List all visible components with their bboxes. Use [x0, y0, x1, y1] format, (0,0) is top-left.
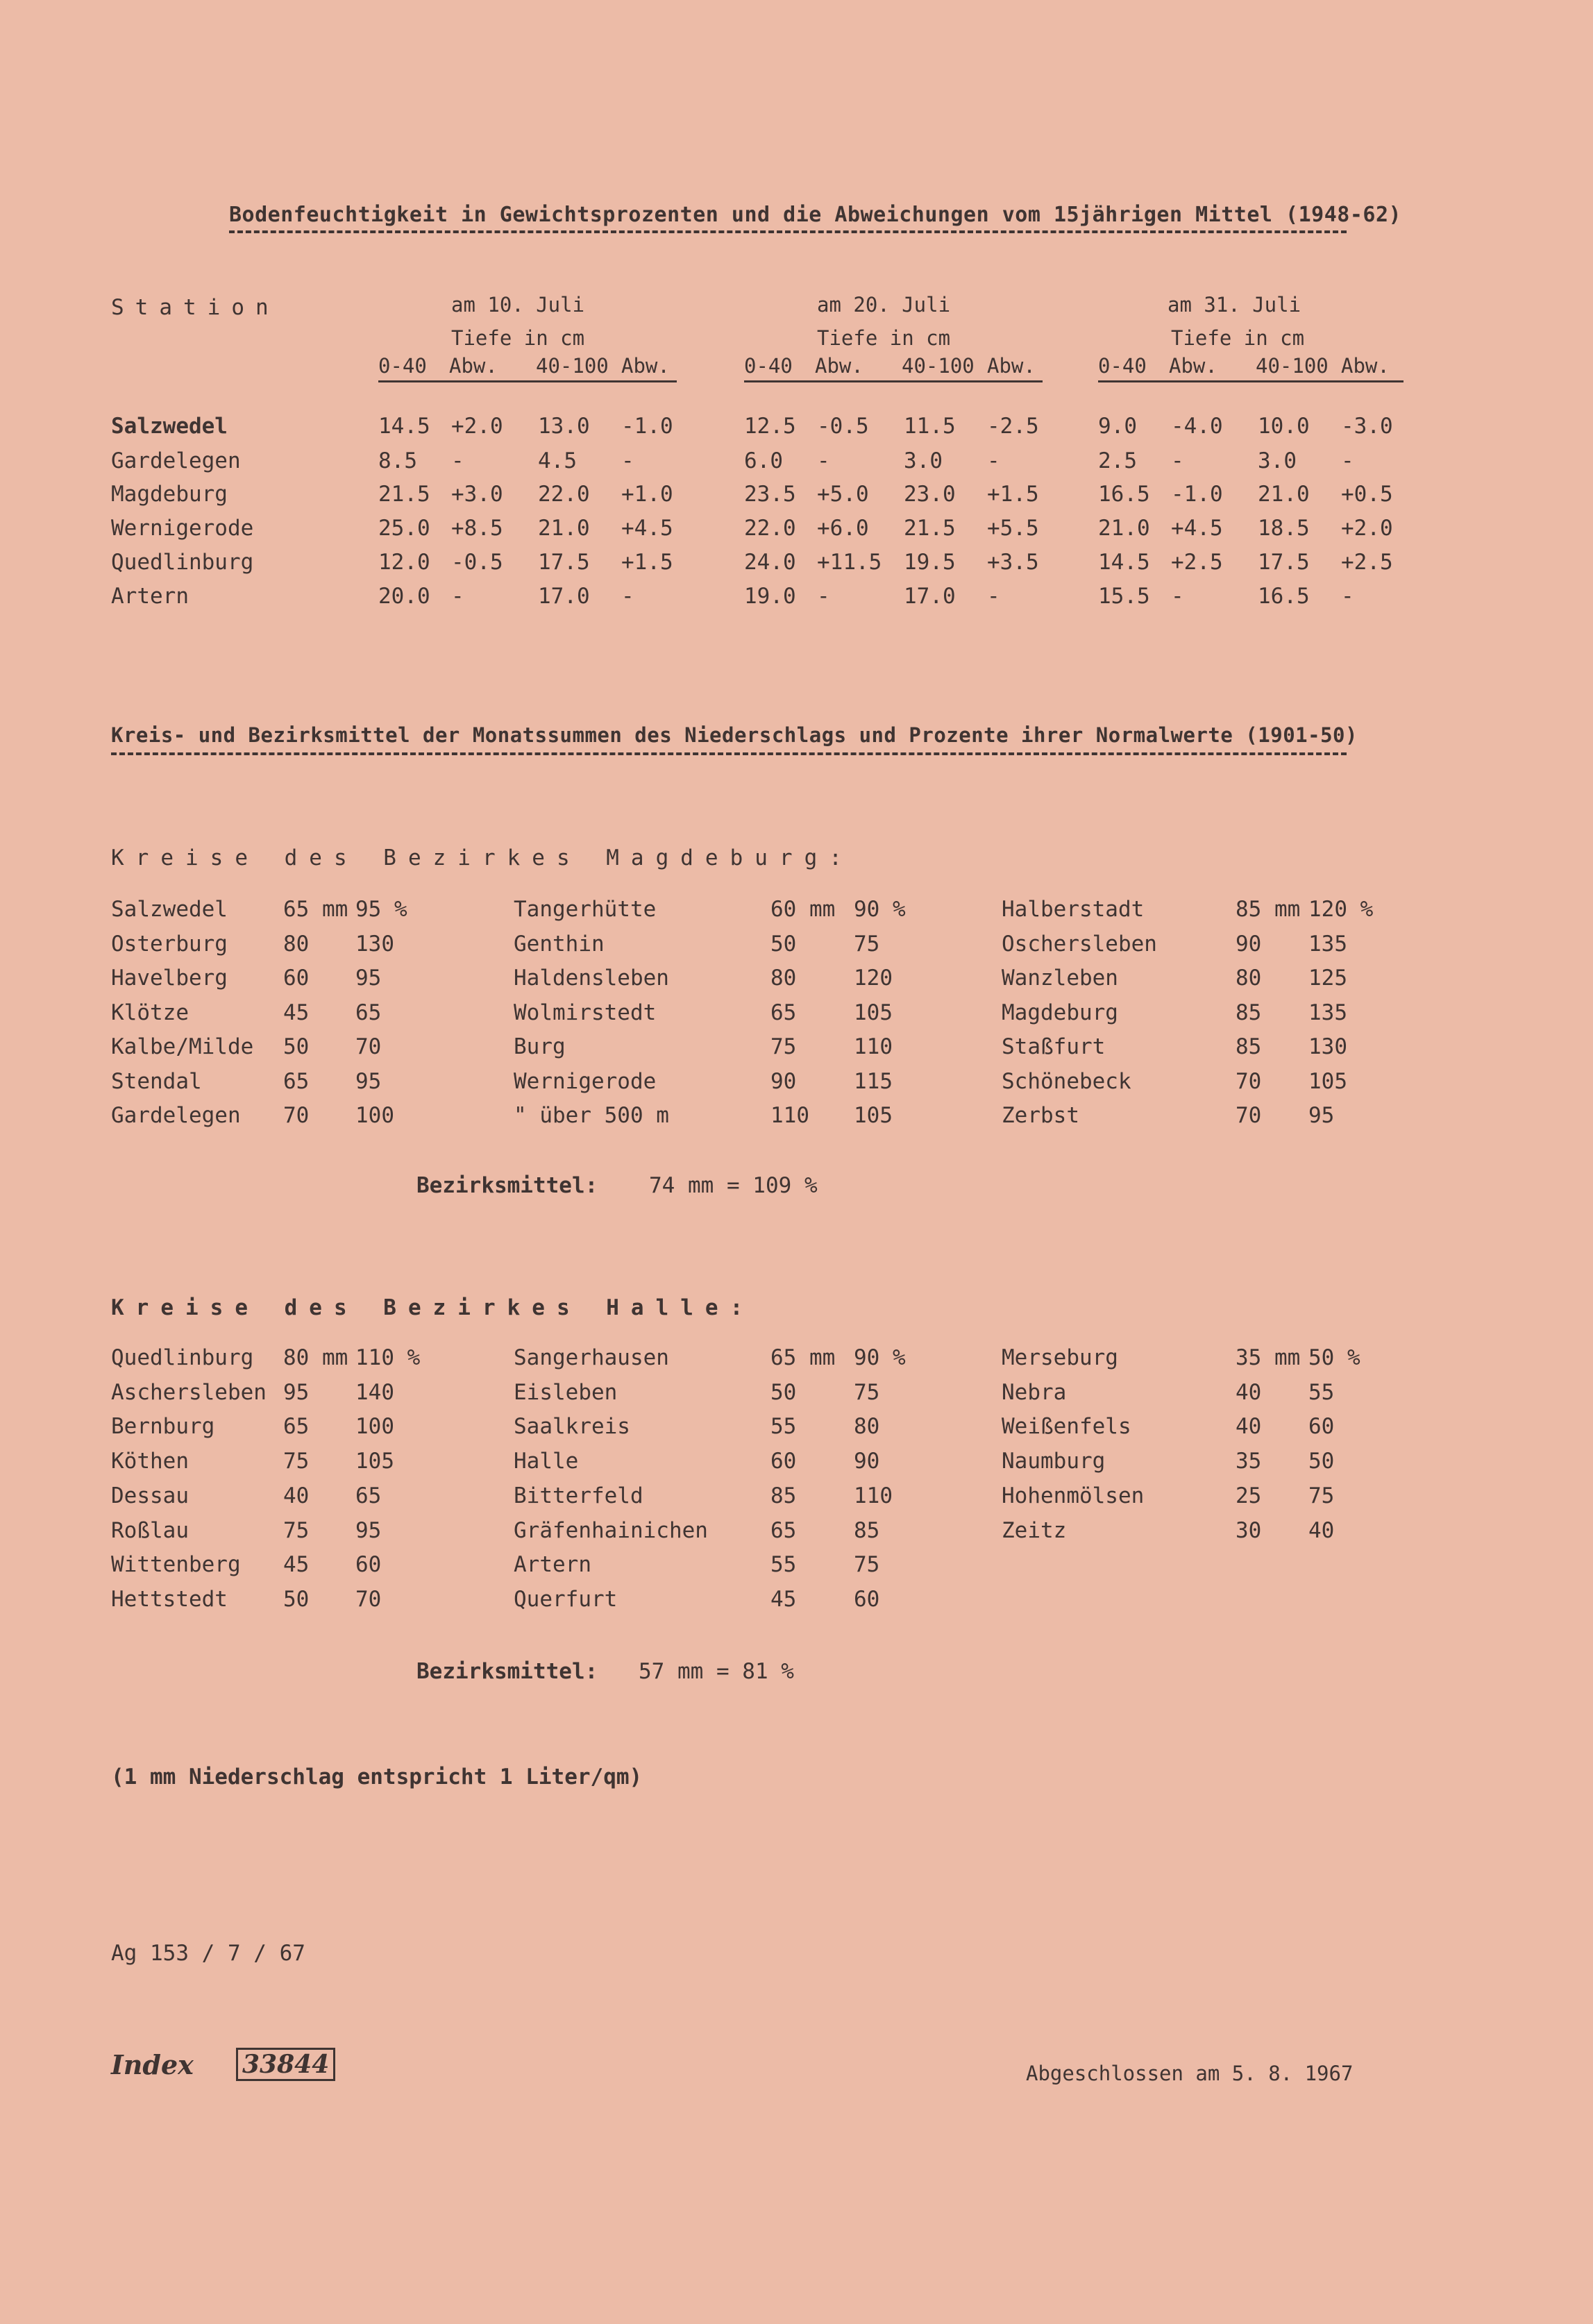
- district-mm: 45: [283, 1552, 310, 1578]
- district-pct: 130: [355, 931, 394, 957]
- district-name: Tangerhütte: [514, 897, 657, 922]
- soil-value: 18.5: [1258, 516, 1310, 541]
- depth-header: Tiefe in cm: [817, 326, 951, 350]
- district-pct: 70: [355, 1034, 382, 1059]
- column-header: Abw.: [449, 354, 498, 378]
- column-header: Abw.: [1169, 354, 1217, 378]
- district-name: Wanzleben: [1002, 966, 1118, 991]
- soil-value: -: [621, 584, 634, 609]
- station-name: Magdeburg: [111, 482, 228, 507]
- district-mm: 40: [1236, 1379, 1262, 1405]
- district-pct: 55: [1308, 1379, 1335, 1405]
- halle-mean-value: 57 mm = 81 %: [639, 1659, 794, 1684]
- district-pct: 85: [854, 1517, 880, 1543]
- soil-value: 13.0: [538, 414, 590, 439]
- column-header: Abw.: [1341, 354, 1390, 378]
- soil-value: +8.5: [451, 516, 503, 541]
- district-pct: 135: [1308, 931, 1347, 957]
- soil-value: +3.0: [451, 482, 503, 507]
- soil-value: 21.5: [378, 482, 430, 507]
- district-mm: 60 mm: [770, 897, 836, 922]
- district-pct: 60: [1308, 1414, 1335, 1440]
- soil-value: -: [1171, 448, 1184, 473]
- station-header: Station: [111, 295, 280, 320]
- district-name: Halle: [514, 1449, 579, 1474]
- district-mm: 40: [1236, 1414, 1262, 1440]
- station-name: Salzwedel: [111, 414, 228, 439]
- district-mm: 25: [1236, 1483, 1262, 1508]
- district-pct: 110 %: [355, 1345, 421, 1370]
- soil-value: +5.5: [987, 516, 1039, 541]
- column-header: 0-40: [1098, 354, 1147, 378]
- soil-value: -: [621, 448, 634, 473]
- district-name: Aschersleben: [111, 1379, 267, 1405]
- district-name: Wernigerode: [514, 1068, 657, 1094]
- district-mm: 85 mm: [1236, 897, 1301, 922]
- header-underline: [1098, 380, 1404, 382]
- district-name: Weißenfels: [1002, 1414, 1131, 1440]
- district-mm: 55: [770, 1552, 797, 1578]
- soil-value: 16.5: [1258, 584, 1310, 609]
- date-header: am 20. Juli: [817, 293, 951, 317]
- district-mm: 60: [770, 1449, 797, 1474]
- soil-value: -: [451, 584, 464, 609]
- soil-value: +5.0: [817, 482, 869, 507]
- district-mm: 75: [283, 1517, 310, 1543]
- district-pct: 95: [1308, 1103, 1335, 1128]
- soil-value: 22.0: [538, 482, 590, 507]
- district-name: Staßfurt: [1002, 1034, 1106, 1059]
- district-mm: 70: [1236, 1068, 1262, 1094]
- district-mm: 35: [1236, 1449, 1262, 1474]
- district-pct: 130: [1308, 1034, 1347, 1059]
- district-mm: 50: [770, 931, 797, 957]
- district-mm: 80 mm: [283, 1345, 348, 1370]
- district-pct: 110: [854, 1034, 893, 1059]
- district-name: Bernburg: [111, 1414, 215, 1440]
- magdeburg-heading: Kreise des Bezirkes Magdeburg:: [111, 845, 854, 870]
- district-mm: 35 mm: [1236, 1345, 1301, 1370]
- magdeburg-mean-label: Bezirksmittel:: [416, 1173, 598, 1198]
- district-pct: 110: [854, 1483, 893, 1508]
- district-mm: 65: [770, 1517, 797, 1543]
- soil-value: +6.0: [817, 516, 869, 541]
- soil-value: 11.5: [904, 414, 956, 439]
- column-header: Abw.: [987, 354, 1036, 378]
- district-mm: 110: [770, 1103, 809, 1128]
- district-mm: 65 mm: [770, 1345, 836, 1370]
- district-pct: 140: [355, 1379, 394, 1405]
- district-pct: 40: [1308, 1517, 1335, 1543]
- soil-value: 21.0: [1098, 516, 1150, 541]
- soil-value: 12.5: [744, 414, 796, 439]
- conversion-note: (1 mm Niederschlag entspricht 1 Liter/qm): [111, 1765, 643, 1790]
- district-pct: 65: [355, 1000, 382, 1025]
- district-name: Gardelegen: [111, 1103, 241, 1128]
- district-pct: 125: [1308, 966, 1347, 991]
- index-number: 33844: [236, 2048, 335, 2081]
- soil-value: +1.5: [621, 550, 673, 575]
- district-name: Artern: [514, 1552, 591, 1578]
- district-mm: 80: [283, 931, 310, 957]
- district-pct: 90 %: [854, 1345, 906, 1370]
- district-name: Saalkreis: [514, 1414, 630, 1440]
- district-mm: 50: [770, 1379, 797, 1405]
- district-pct: 100: [355, 1414, 394, 1440]
- soil-value: 8.5: [378, 448, 417, 473]
- district-mm: 65: [770, 1000, 797, 1025]
- soil-value: 17.5: [1258, 550, 1310, 575]
- soil-value: +2.0: [451, 414, 503, 439]
- district-name: Magdeburg: [1002, 1000, 1118, 1025]
- soil-value: 17.5: [538, 550, 590, 575]
- soil-value: -: [817, 584, 830, 609]
- soil-value: +3.5: [987, 550, 1039, 575]
- soil-value: 23.0: [904, 482, 956, 507]
- soil-value: +11.5: [817, 550, 882, 575]
- column-header: Abw.: [815, 354, 863, 378]
- soil-value: -1.0: [621, 414, 673, 439]
- magdeburg-mean-value: 74 mm = 109 %: [649, 1173, 818, 1198]
- district-name: Osterburg: [111, 931, 228, 957]
- district-mm: 65: [283, 1414, 310, 1440]
- district-name: Stendal: [111, 1068, 202, 1094]
- precip-title-underline: [111, 752, 1347, 755]
- district-pct: 50: [1308, 1449, 1335, 1474]
- district-pct: 75: [854, 1552, 880, 1578]
- soil-value: +2.5: [1171, 550, 1223, 575]
- district-mm: 95: [283, 1379, 310, 1405]
- depth-header: Tiefe in cm: [451, 326, 585, 350]
- district-name: Wolmirstedt: [514, 1000, 657, 1025]
- soil-value: -: [451, 448, 464, 473]
- district-name: Hohenmölsen: [1002, 1483, 1145, 1508]
- district-name: Havelberg: [111, 966, 228, 991]
- soil-value: -: [1341, 584, 1354, 609]
- district-name: Wittenberg: [111, 1552, 241, 1578]
- soil-value: 16.5: [1098, 482, 1150, 507]
- district-pct: 120: [854, 966, 893, 991]
- district-name: Bitterfeld: [514, 1483, 643, 1508]
- district-pct: 70: [355, 1586, 382, 1612]
- soil-value: 21.0: [1258, 482, 1310, 507]
- district-name: Querfurt: [514, 1586, 618, 1612]
- closing-date: Abgeschlossen am 5. 8. 1967: [1026, 2062, 1354, 2085]
- reference-number: Ag 153 / 7 / 67: [111, 1941, 305, 1966]
- district-pct: 75: [854, 1379, 880, 1405]
- station-name: Gardelegen: [111, 448, 241, 473]
- district-mm: 45: [283, 1000, 310, 1025]
- column-header: 0-40: [378, 354, 427, 378]
- district-name: Sangerhausen: [514, 1345, 669, 1370]
- depth-header: Tiefe in cm: [1171, 326, 1305, 350]
- header-underline: [378, 380, 677, 382]
- district-name: Salzwedel: [111, 897, 228, 922]
- soil-value: 6.0: [744, 448, 783, 473]
- soil-value: -0.5: [817, 414, 869, 439]
- district-pct: 105: [1308, 1068, 1347, 1094]
- column-header: Abw.: [621, 354, 670, 378]
- soil-value: 9.0: [1098, 414, 1137, 439]
- soil-value: 24.0: [744, 550, 796, 575]
- soil-value: +4.5: [1171, 516, 1223, 541]
- district-pct: 75: [1308, 1483, 1335, 1508]
- district-name: Klötze: [111, 1000, 189, 1025]
- column-header: 40-100: [902, 354, 975, 378]
- soil-value: 20.0: [378, 584, 430, 609]
- soil-value: 21.5: [904, 516, 956, 541]
- district-name: Zerbst: [1002, 1103, 1079, 1128]
- district-name: " über 500 m: [514, 1103, 669, 1128]
- soil-value: 14.5: [1098, 550, 1150, 575]
- soil-value: +1.0: [621, 482, 673, 507]
- soil-value: +2.0: [1341, 516, 1393, 541]
- district-pct: 95 %: [355, 897, 407, 922]
- station-name: Quedlinburg: [111, 550, 254, 575]
- district-mm: 45: [770, 1586, 797, 1612]
- soil-value: -: [1341, 448, 1354, 473]
- soil-value: 19.0: [744, 584, 796, 609]
- station-name: Wernigerode: [111, 516, 254, 541]
- district-mm: 70: [283, 1103, 310, 1128]
- district-name: Oschersleben: [1002, 931, 1157, 957]
- soil-value: 23.5: [744, 482, 796, 507]
- soil-value: +4.5: [621, 516, 673, 541]
- header-underline: [744, 380, 1043, 382]
- district-mm: 50: [283, 1586, 310, 1612]
- district-name: Genthin: [514, 931, 605, 957]
- district-mm: 60: [283, 966, 310, 991]
- soil-value: 22.0: [744, 516, 796, 541]
- district-mm: 80: [1236, 966, 1262, 991]
- district-mm: 90: [770, 1068, 797, 1094]
- district-name: Naumburg: [1002, 1449, 1106, 1474]
- district-pct: 90: [854, 1449, 880, 1474]
- district-mm: 50: [283, 1034, 310, 1059]
- district-mm: 55: [770, 1414, 797, 1440]
- soil-value: -2.5: [987, 414, 1039, 439]
- district-name: Merseburg: [1002, 1345, 1118, 1370]
- soil-value: 25.0: [378, 516, 430, 541]
- column-header: 0-40: [744, 354, 793, 378]
- district-mm: 30: [1236, 1517, 1262, 1543]
- district-name: Quedlinburg: [111, 1345, 254, 1370]
- district-pct: 60: [854, 1586, 880, 1612]
- soil-value: 21.0: [538, 516, 590, 541]
- soil-title: Bodenfeuchtigkeit in Gewichtsprozenten und die Abweichungen vom 15jährigen Mittel (1948-62): [229, 203, 1402, 227]
- soil-value: 19.5: [904, 550, 956, 575]
- district-pct: 115: [854, 1068, 893, 1094]
- district-pct: 95: [355, 1517, 382, 1543]
- station-name: Artern: [111, 584, 189, 609]
- soil-value: 3.0: [1258, 448, 1297, 473]
- soil-value: -1.0: [1171, 482, 1223, 507]
- title-underline: [229, 230, 1347, 233]
- soil-value: -: [987, 584, 1000, 609]
- halle-mean-label: Bezirksmittel:: [416, 1659, 598, 1684]
- district-pct: 95: [355, 1068, 382, 1094]
- district-name: Dessau: [111, 1483, 189, 1508]
- district-name: Zeitz: [1002, 1517, 1067, 1543]
- district-pct: 50 %: [1308, 1345, 1360, 1370]
- soil-value: -: [1171, 584, 1184, 609]
- soil-value: 2.5: [1098, 448, 1137, 473]
- soil-value: -: [817, 448, 830, 473]
- district-mm: 80: [770, 966, 797, 991]
- soil-value: 12.0: [378, 550, 430, 575]
- district-mm: 75: [283, 1449, 310, 1474]
- district-name: Halberstadt: [1002, 897, 1145, 922]
- district-pct: 75: [854, 931, 880, 957]
- soil-value: -: [987, 448, 1000, 473]
- district-pct: 105: [854, 1103, 893, 1128]
- soil-value: 14.5: [378, 414, 430, 439]
- soil-value: 10.0: [1258, 414, 1310, 439]
- soil-value: +1.5: [987, 482, 1039, 507]
- district-name: Roßlau: [111, 1517, 189, 1543]
- district-mm: 85: [1236, 1034, 1262, 1059]
- soil-value: +2.5: [1341, 550, 1393, 575]
- district-pct: 60: [355, 1552, 382, 1578]
- index-label: Index: [111, 2049, 194, 2080]
- soil-value: 15.5: [1098, 584, 1150, 609]
- district-pct: 80: [854, 1414, 880, 1440]
- district-pct: 120 %: [1308, 897, 1374, 922]
- district-name: Köthen: [111, 1449, 189, 1474]
- district-mm: 65: [283, 1068, 310, 1094]
- halle-heading: Kreise des Bezirkes Halle:: [111, 1295, 755, 1320]
- district-name: Eisleben: [514, 1379, 618, 1405]
- district-name: Gräfenhainichen: [514, 1517, 708, 1543]
- district-mm: 65 mm: [283, 897, 348, 922]
- column-header: 40-100: [1256, 354, 1329, 378]
- soil-value: +0.5: [1341, 482, 1393, 507]
- date-header: am 10. Juli: [451, 293, 585, 317]
- soil-value: -4.0: [1171, 414, 1223, 439]
- soil-value: -0.5: [451, 550, 503, 575]
- district-pct: 105: [854, 1000, 893, 1025]
- district-name: Kalbe/Milde: [111, 1034, 254, 1059]
- soil-value: 3.0: [904, 448, 943, 473]
- district-name: Hettstedt: [111, 1586, 228, 1612]
- soil-value: 17.0: [904, 584, 956, 609]
- column-header: 40-100: [536, 354, 609, 378]
- district-pct: 105: [355, 1449, 394, 1474]
- precip-title: Kreis- und Bezirksmittel der Monatssummen des Niederschlags und Prozente ihrer Normalwerte (1901-50): [111, 723, 1358, 747]
- soil-value: 17.0: [538, 584, 590, 609]
- district-mm: 90: [1236, 931, 1262, 957]
- district-name: Nebra: [1002, 1379, 1067, 1405]
- district-pct: 135: [1308, 1000, 1347, 1025]
- district-mm: 75: [770, 1034, 797, 1059]
- district-pct: 100: [355, 1103, 394, 1128]
- district-mm: 70: [1236, 1103, 1262, 1128]
- district-mm: 85: [770, 1483, 797, 1508]
- district-name: Schönebeck: [1002, 1068, 1131, 1094]
- district-name: Burg: [514, 1034, 566, 1059]
- district-pct: 90 %: [854, 897, 906, 922]
- district-mm: 85: [1236, 1000, 1262, 1025]
- district-pct: 95: [355, 966, 382, 991]
- district-pct: 65: [355, 1483, 382, 1508]
- soil-value: -3.0: [1341, 414, 1393, 439]
- soil-value: 4.5: [538, 448, 577, 473]
- district-name: Haldensleben: [514, 966, 669, 991]
- district-mm: 40: [283, 1483, 310, 1508]
- date-header: am 31. Juli: [1168, 293, 1301, 317]
